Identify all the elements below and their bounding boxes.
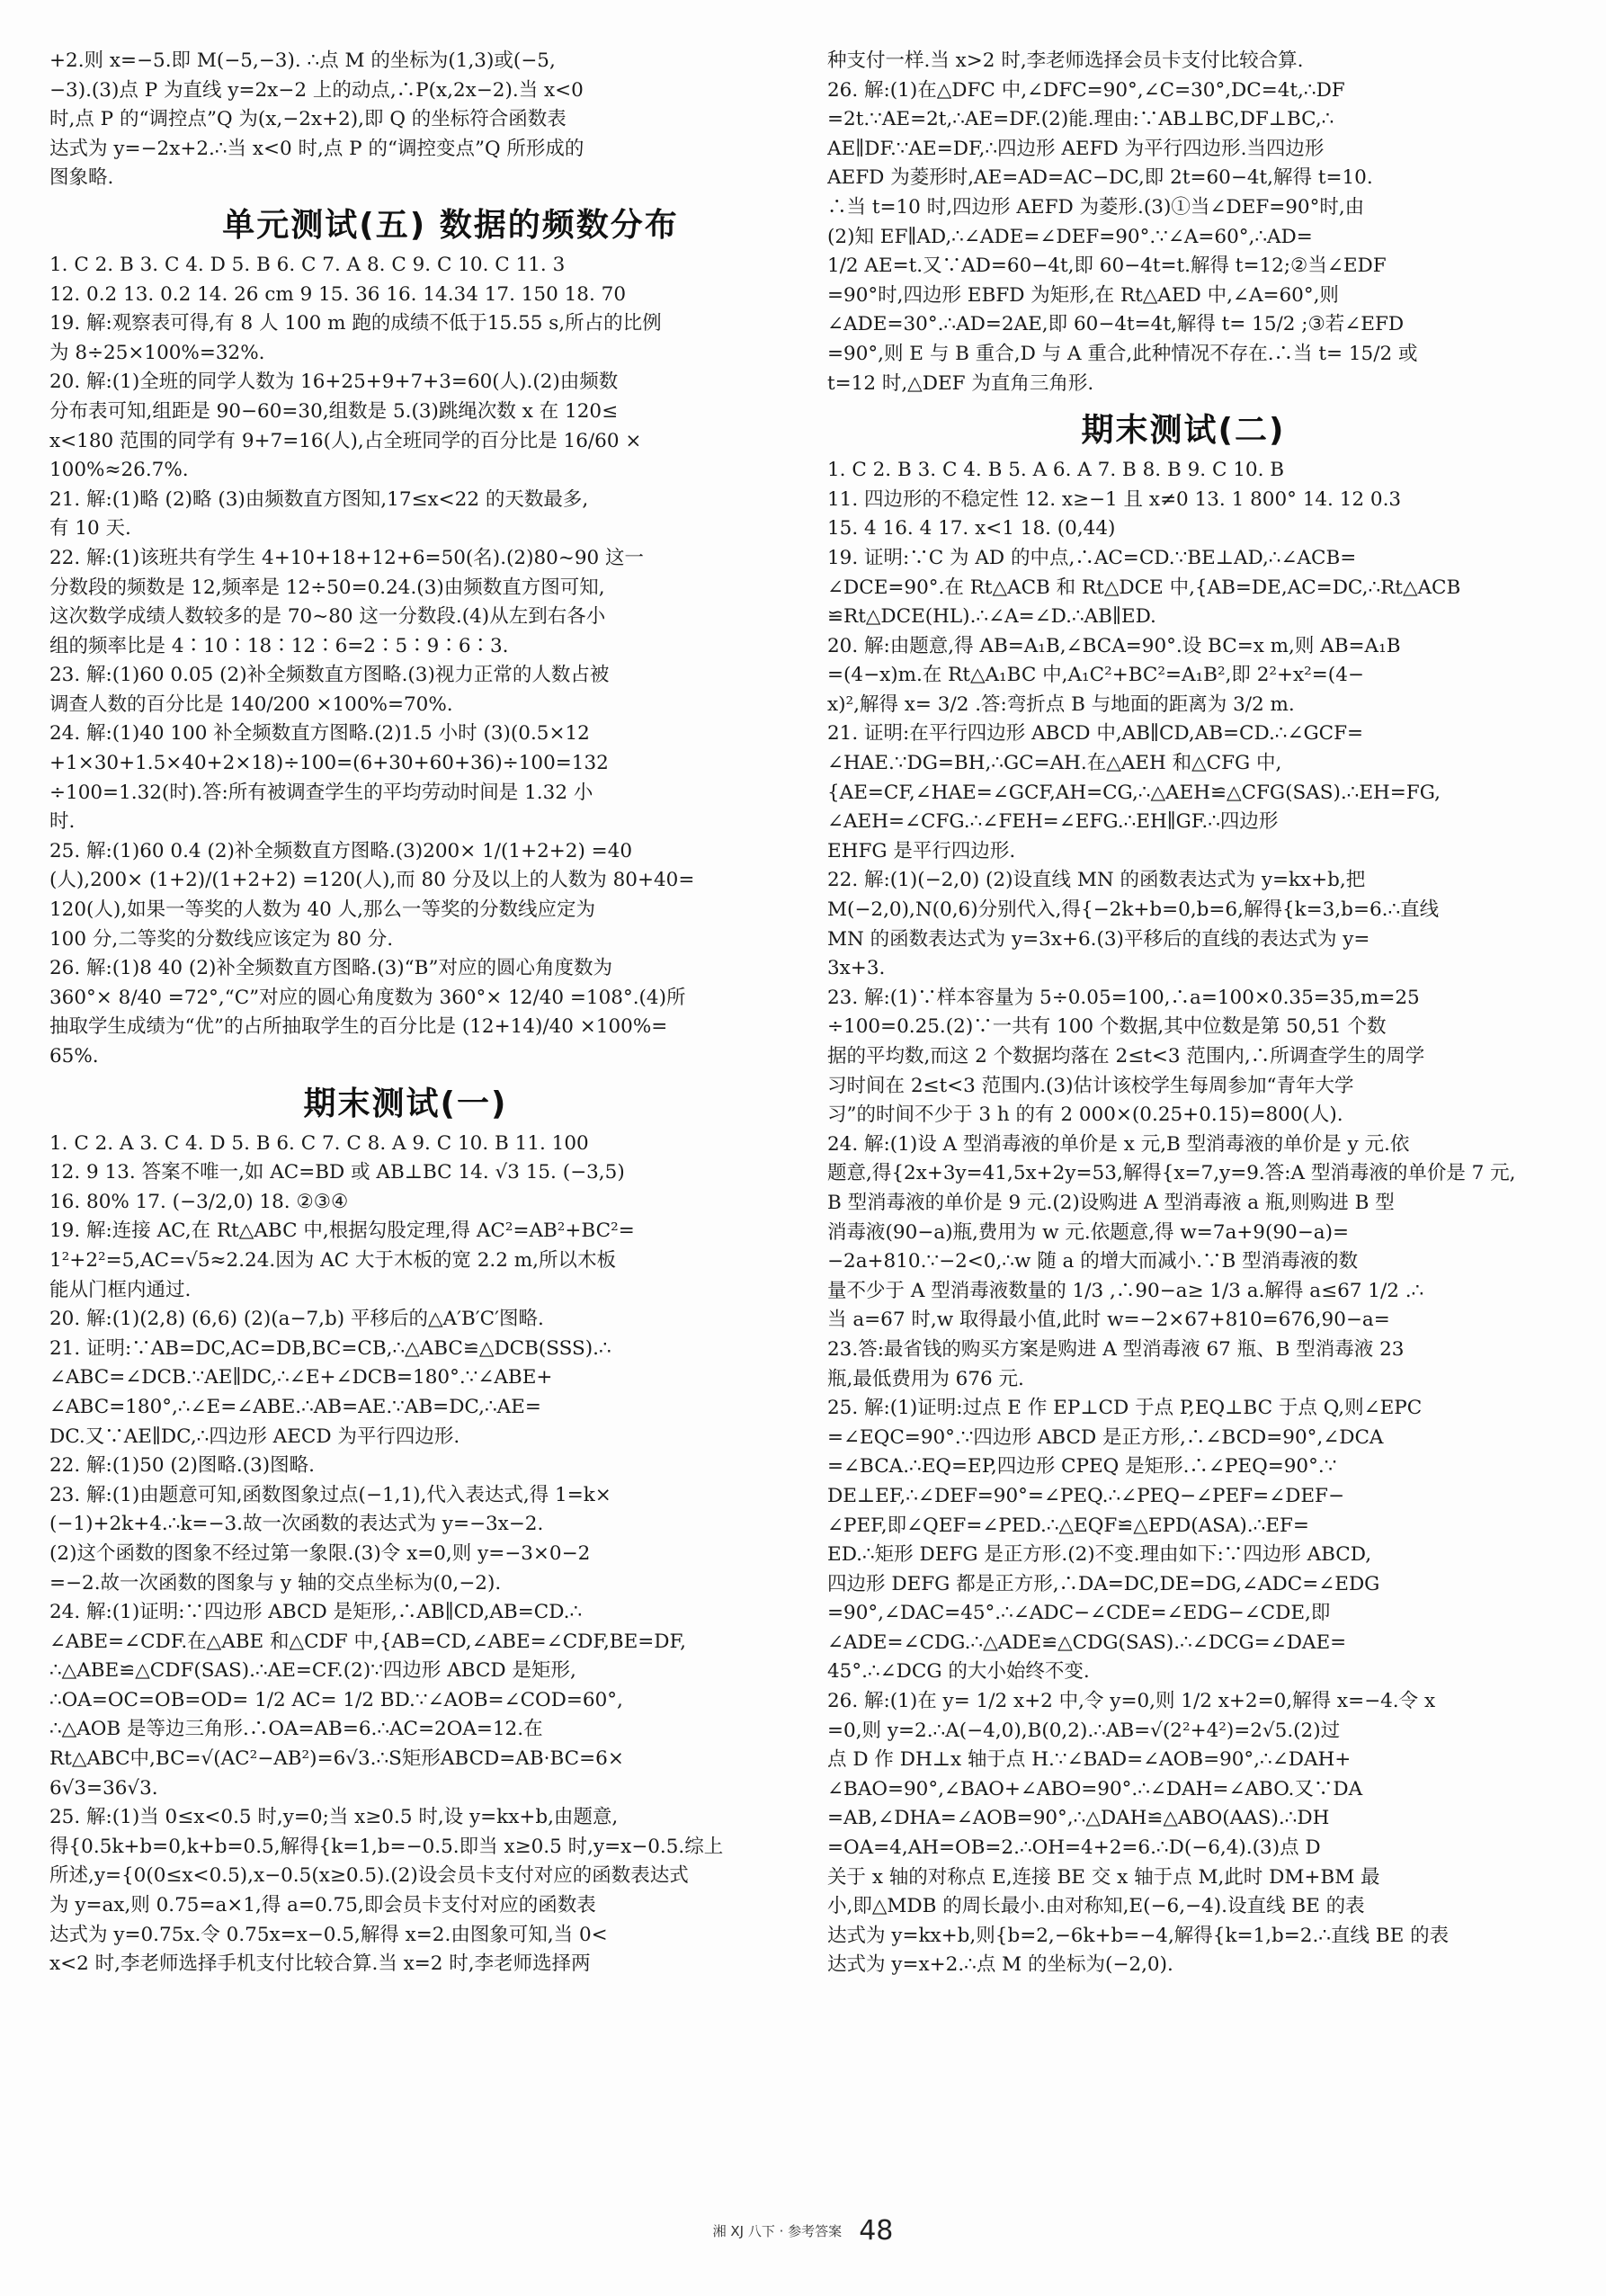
answer-line: Rt△ABC中,BC=√(AC²−AB²)=6√3.∴S矩形ABCD=AB·BC=6×	[49, 1747, 624, 1771]
answer-line: 达式为 y=kx+b,则{b=2,−6k+b=−4,解得{k=1,b=2.∴直线 BE 的表	[827, 1924, 1450, 1947]
answer-line: B 型消毒液的单价是 9 元.(2)设购进 A 型消毒液 a 瓶,则购进 B 型	[827, 1191, 1395, 1214]
answer-line: +1×30+1.5×40+2×18)÷100=(6+30+60+36)÷100=132	[49, 752, 609, 775]
answer-line: 24. 解:(1)40 100 补全频数直方图略.(2)1.5 小时 (3)(0.5×12	[49, 722, 590, 746]
answer-line: AEFD 为菱形时,AE=AD=AC−DC,即 2t=60−4t,解得 t=10.	[827, 166, 1373, 190]
answer-line: 19. 证明:∵C 为 AD 的中点,∴AC=CD.∵BE⊥AD,∴∠ACB=	[827, 546, 1357, 569]
answer-line: 21. 解:(1)略 (2)略 (3)由频数直方图知,17≤x<22 的天数最多,	[49, 487, 589, 511]
answer-line: 23.答:最省钱的购买方案是购进 A 型消毒液 67 瓶、B 型消毒液 23	[827, 1337, 1405, 1361]
answer-line: 组的频率比是 4∶10∶18∶12∶6=2∶5∶9∶6∶3.	[49, 634, 509, 657]
answer-line: 26. 解:(1)8 40 (2)补全频数直方图略.(3)“B”对应的圆心角度数为	[49, 957, 612, 980]
left-intro-block	[49, 47, 762, 193]
answer-line: −2a+810.∵−2<0,∴w 随 a 的增大而减小.∵B 型消毒液的数	[827, 1250, 1359, 1273]
answer-line: 11. 四边形的不稳定性 12. x≥−1 且 x≠0 13. 1 800° 14. 12 0.3	[827, 487, 1402, 511]
answer-line: 20. 解:(1)全班的同学人数为 16+25+9+7+3=60(人).(2)由频数	[49, 371, 619, 394]
answer-line: ∠PEF,即∠QEF=∠PED.∴△EQF≌△EPD(ASA).∴EF=	[827, 1514, 1309, 1537]
answer-line: 12. 9 13. 答案不唯一,如 AC=BD 或 AB⊥BC 14. √3 15. (−3,5)	[49, 1161, 625, 1184]
answer-line: 24. 解:(1)证明:∵四边形 ABCD 是矩形,∴AB∥CD,AB=CD.∴	[49, 1601, 583, 1624]
answer-line: 时.	[49, 810, 76, 834]
final-test-1-answers	[49, 1130, 762, 1979]
section-title-final-test-2: 期末测试(二)	[1081, 412, 1286, 450]
answer-line: 点 D 作 DH⊥x 轴于点 H.∵∠BAD=∠AOB=90°,∴∠DAH+	[827, 1748, 1352, 1772]
answer-line: 达式为 y=−2x+2.∴当 x<0 时,点 P 的“调控变点”Q 所形成的	[49, 137, 584, 160]
answer-line: 15. 4 16. 4 17. x<1 18. (0,44)	[827, 517, 1116, 540]
answer-line: 瓶,最低费用为 676 元.	[827, 1367, 1024, 1390]
left-column	[49, 47, 762, 1979]
answer-line: x)²,解得 x= 3/2 .答:弯折点 B 与地面的距离为 3/2 m.	[827, 692, 1295, 716]
answer-line: 120(人),如果一等奖的人数为 40 人,那么一等奖的分数线应定为	[49, 898, 596, 922]
answer-line: 16. 80% 17. (−3/2,0) 18. ②③④	[49, 1190, 349, 1213]
answer-line: =(4−x)m.在 Rt△A₁BC 中,A₁C²+BC²=A₁B²,即 2²+x²=(4−	[827, 664, 1364, 687]
answer-line: ∴△AOB 是等边三角形.∴OA=AB=6.∴AC=2OA=12.在	[49, 1718, 543, 1741]
answer-line: 23. 解:(1)∵样本容量为 5÷0.05=100,∴a=100×0.35=35,m=25	[827, 986, 1420, 1009]
answer-line: ∠BAO=90°,∠BAO+∠ABO=90°.∴∠DAH=∠ABO.又∵DA	[827, 1777, 1363, 1800]
answer-line: 时,点 P 的“调控点”Q 为(x,−2x+2),即 Q 的坐标符合函数表	[49, 108, 567, 131]
answer-line: 达式为 y=x+2.∴点 M 的坐标为(−2,0).	[827, 1953, 1173, 1977]
page-number: 48	[859, 2215, 894, 2247]
answer-line: 21. 证明:在平行四边形 ABCD 中,AB∥CD,AB=CD.∴∠GCF=	[827, 722, 1364, 746]
answer-line: 6√3=36√3.	[49, 1776, 158, 1800]
answer-line: 20. 解:由题意,得 AB=A₁B,∠BCA=90°.设 BC=x m,则 AB=A₁B	[827, 634, 1401, 657]
answer-line: DC.又∵AE∥DC,∴四边形 AECD 为平行四边形.	[49, 1425, 460, 1448]
answer-line: 为 8÷25×100%=32%.	[49, 341, 265, 364]
answer-line: 抽取学生成绩为“优”的占所抽取学生的百分比是 (12+14)/40 ×100%=	[49, 1015, 668, 1039]
answer-line: 26. 解:(1)在 y= 1/2 x+2 中,令 y=0,则 1/2 x+2=0,解得 x=−4.令 x	[827, 1690, 1436, 1713]
footer-label: 湘 XJ 八下 · 参考答案	[712, 2223, 843, 2239]
answer-line: 1. C 2. A 3. C 4. D 5. B 6. C 7. C 8. A 9. C 10. B 11. 100	[49, 1131, 589, 1155]
answer-line: (2)这个函数的图象不经过第一象限.(3)令 x=0,则 y=−3×0−2	[49, 1541, 591, 1565]
answer-line: {AE=CF,∠HAE=∠GCF,AH=CG,∴△AEH≌△CFG(SAS).∴EH=FG,	[827, 781, 1441, 804]
final-test-2-answers	[827, 456, 1539, 1980]
answer-line: ∠ABC=∠DCB.∵AE∥DC,∴∠E+∠DCB=180°.∵∠ABE+	[49, 1366, 553, 1389]
answer-line: =90°时,四边形 EBFD 为矩形,在 Rt△AED 中,∠A=60°,则	[827, 283, 1339, 307]
answer-line: ∠ABE=∠CDF.在△ABE 和△CDF 中,{AB=CD,∠ABE=∠CDF,BE=DF,	[49, 1630, 686, 1653]
answer-line: 19. 解:观察表可得,有 8 人 100 m 跑的成绩不低于15.55 s,所占的比例	[49, 312, 662, 335]
answer-line: ∠AEH=∠CFG.∴∠FEH=∠EFG.∴EH∥GF.∴四边形	[827, 810, 1279, 834]
answer-line: 据的平均数,而这 2 个数据均落在 2≤t<3 范围内,∴所调查学生的周学	[827, 1045, 1425, 1068]
answer-line: 消毒液(90−a)瓶,费用为 w 元.依题意,得 w=7a+9(90−a)=	[827, 1220, 1349, 1244]
answer-line: 关于 x 轴的对称点 E,连接 BE 交 x 轴于点 M,此时 DM+BM 最	[827, 1865, 1380, 1889]
answer-line: 22. 解:(1)该班共有学生 4+10+18+12+6=50(名).(2)80~90 这一	[49, 546, 645, 569]
answer-line: (人),200× (1+2)/(1+2+2) =120(人),而 80 分及以上的人数为 80+40=	[49, 869, 695, 892]
answer-line: =∠EQC=90°.∵四边形 ABCD 是正方形,∴∠BCD=90°,∠DCA	[827, 1425, 1384, 1449]
answer-line: 20. 解:(1)(2,8) (6,6) (2)(a−7,b) 平移后的△A′B′C′图略.	[49, 1308, 544, 1331]
answer-line: 1²+2²=5,AC=√5≈2.24.因为 AC 大于木板的宽 2.2 m,所以木板	[49, 1248, 616, 1272]
answer-line: 图象略.	[49, 166, 114, 190]
answer-line: 22. 解:(1)50 (2)图略.(3)图略.	[49, 1454, 315, 1478]
answer-line: 量不少于 A 型消毒液数量的 1/3 ,∴90−a≥ 1/3 a.解得 a≤67 1/2 .∴	[827, 1279, 1424, 1302]
answer-line: t=12 时,△DEF 为直角三角形.	[827, 371, 1094, 395]
answer-line: EHFG 是平行四边形.	[827, 839, 1016, 862]
answer-line: 达式为 y=0.75x.令 0.75x=x−0.5,解得 x=2.由图象可知,当 0<	[49, 1923, 608, 1946]
answer-line: =AB,∠DHA=∠AOB=90°,∴△DAH≌△ABO(AAS).∴DH	[827, 1807, 1330, 1830]
answer-line: =90°,则 E 与 B 重合,D 与 A 重合,此种情况不存在.∴当 t= 15/2 或	[827, 342, 1418, 365]
answer-line: −3).(3)点 P 为直线 y=2x−2 上的动点,∴P(x,2x−2).当 x<0	[49, 78, 584, 102]
answer-line: M(−2,0),N(0,6)分别代入,得{−2k+b=0,b=6,解得{k=3,b=6.∴直线	[827, 898, 1440, 922]
answer-line: 习”的时间不少于 3 h 的有 2 000×(0.25+0.15)=800(人).	[827, 1103, 1343, 1127]
answer-line: =0,则 y=2.∴A(−4,0),B(0,2).∴AB=√(2²+4²)=2√5.(2)过	[827, 1719, 1341, 1742]
answer-line: ∴OA=OC=OB=OD= 1/2 AC= 1/2 BD.∵∠AOB=∠COD=60°,	[49, 1688, 623, 1711]
answer-line: 能从门框内通过.	[49, 1278, 192, 1301]
answer-line: ∠ABC=180°,∴∠E=∠ABE.∴AB=AE.∵AB=DC,∴AE=	[49, 1395, 541, 1418]
answer-line: =2t.∵AE=2t,∴AE=DF.(2)能.理由:∵AB⊥BC,DF⊥BC,∴	[827, 108, 1334, 131]
answer-line: 25. 解:(1)证明:过点 E 作 EP⊥CD 于点 P,EQ⊥BC 于点 Q,则∠EPC	[827, 1397, 1423, 1420]
answer-line: ∠DCE=90°.在 Rt△ACB 和 Rt△DCE 中,{AB=DE,AC=DC,∴Rt△ACB	[827, 576, 1461, 599]
answer-line: 当 a=67 时,w 取得最小值,此时 w=−2×67+810=676,90−a=	[827, 1309, 1390, 1332]
answer-line: 题意,得{2x+3y=41,5x+2y=53,解得{x=7,y=9.答:A 型消毒液的单价是 7 元,	[827, 1162, 1516, 1185]
answer-line: =∠BCA.∴EQ=EP,四边形 CPEQ 是矩形.∴∠PEQ=90°.∵	[827, 1455, 1337, 1479]
right-column	[827, 47, 1539, 1980]
answer-line: ED.∴矩形 DEFG 是正方形.(2)不变.理由如下:∵四边形 ABCD,	[827, 1543, 1372, 1567]
answer-line: 12. 0.2 13. 0.2 14. 26 cm 9 15. 36 16. 14.34 17. 150 18. 70	[49, 282, 627, 306]
answer-line: (−1)+2k+4.∴k=−3.故一次函数的表达式为 y=−3x−2.	[49, 1513, 544, 1536]
answer-line: 21. 证明:∵AB=DC,AC=DB,BC=CB,∴△ABC≌△DCB(SSS).∴	[49, 1336, 611, 1360]
answer-line: 小,即△MDB 的周长最小.由对称知,E(−6,−4).设直线 BE 的表	[827, 1895, 1365, 1918]
answer-line: 26. 解:(1)在△DFC 中,∠DFC=90°,∠C=30°,DC=4t,∴DF	[827, 78, 1345, 102]
answer-line: 这次数学成绩人数较多的是 70~80 这一分数段.(4)从左到右各小	[49, 605, 606, 629]
answer-line: ≌Rt△DCE(HL).∴∠A=∠D.∴AB∥ED.	[827, 605, 1156, 629]
answer-line: 360°× 8/40 =72°,“C”对应的圆心角度数为 360°× 12/40 =108°.(4)所	[49, 986, 686, 1009]
answer-line: ∴△ABE≌△CDF(SAS).∴AE=CF.(2)∵四边形 ABCD 是矩形,	[49, 1659, 576, 1683]
answer-line: =90°,∠DAC=45°.∴∠ADC−∠CDE=∠EDG−∠CDE,即	[827, 1602, 1331, 1625]
answer-line: (2)知 EF∥AD,∴∠ADE=∠DEF=90°.∵∠A=60°,∴AD=	[827, 225, 1313, 248]
answer-line: ∠HAE.∵DG=BH,∴GC=AH.在△AEH 和△CFG 中,	[827, 752, 1282, 775]
answer-line: 分数段的频数是 12,频率是 12÷50=0.24.(3)由频数直方图可知,	[49, 576, 605, 599]
section-title-unit-test-5: 单元测试(五) 数据的频数分布	[222, 206, 679, 244]
answer-line: x<2 时,李老师选择手机支付比较合算.当 x=2 时,李老师选择两	[49, 1952, 591, 1976]
answer-line: ∴当 t=10 时,四边形 AEFD 为菱形.(3)①当∠DEF=90°时,由	[827, 195, 1365, 219]
answer-line: 65%.	[49, 1045, 99, 1068]
answer-line: 1/2 AE=t.又∵AD=60−4t,即 60−4t=t.解得 t=12;②当∠EDF	[827, 255, 1387, 278]
answer-line: 19. 解:连接 AC,在 Rt△ABC 中,根据勾股定理,得 AC²=AB²+BC²=	[49, 1219, 635, 1243]
answer-line: 种支付一样.当 x>2 时,李老师选择会员卡支付比较合算.	[827, 49, 1304, 72]
answer-line: ∠ADE=30°.∴AD=2AE,即 60−4t=4t,解得 t= 15/2 ;③若∠EFD	[827, 313, 1405, 336]
answer-line: =OA=4,AH=OB=2.∴OH=4+2=6.∴D(−6,4).(3)点 D	[827, 1836, 1321, 1860]
answer-line: 22. 解:(1)(−2,0) (2)设直线 MN 的函数表达式为 y=kx+b,把	[827, 869, 1366, 892]
answer-line: =−2.故一次函数的图象与 y 轴的交点坐标为(0,−2).	[49, 1571, 502, 1595]
answer-line: +2.则 x=−5.即 M(−5,−3). ∴点 M 的坐标为(1,3)或(−5,	[49, 49, 556, 72]
answer-line: ÷100=0.25.(2)∵一共有 100 个数据,其中位数是第 50,51 个数	[827, 1015, 1387, 1039]
answer-line: 25. 解:(1)当 0≤x<0.5 时,y=0;当 x≥0.5 时,设 y=kx+b,由题意,	[49, 1806, 619, 1829]
answer-line: ÷100=1.32(时).答:所有被调查学生的平均劳动时间是 1.32 小	[49, 781, 593, 804]
answer-line: ∠ADE=∠CDG.∴△ADE≌△CDG(SAS).∴∠DCG=∠DAE=	[827, 1630, 1347, 1654]
answer-line: DE⊥EF,∴∠DEF=90°=∠PEQ.∴∠PEQ−∠PEF=∠DEF−	[827, 1484, 1344, 1507]
answer-line: x<180 范围的同学有 9+7=16(人),占全班同学的百分比是 16/60 ×	[49, 429, 642, 452]
answer-line: 分布表可知,组距是 90−60=30,组数是 5.(3)跳绳次数 x 在 120≤	[49, 399, 619, 423]
answer-line: 23. 解:(1)由题意可知,函数图象过点(−1,1),代入表达式,得 1=k×	[49, 1483, 611, 1506]
answer-line: 有 10 天.	[49, 517, 131, 540]
answer-line: 100 分,二等奖的分数线应该定为 80 分.	[49, 927, 394, 951]
answer-line: MN 的函数表达式为 y=3x+6.(3)平移后的直线的表达式为 y=	[827, 927, 1370, 951]
right-intro-block	[827, 47, 1539, 398]
answer-line: AE∥DF.∵AE=DF,∴四边形 AEFD 为平行四边形.当四边形	[827, 137, 1325, 160]
answer-line: 得{0.5k+b=0,k+b=0.5,解得{k=1,b=−0.5.即当 x≥0.5 时,y=x−0.5.综上	[49, 1835, 724, 1858]
answer-line: 24. 解:(1)设 A 型消毒液的单价是 x 元,B 型消毒液的单价是 y 元.依	[827, 1132, 1410, 1156]
answer-line: 1. C 2. B 3. C 4. D 5. B 6. C 7. A 8. C 9. C 10. C 11. 3	[49, 253, 566, 276]
section-title-final-test-1: 期末测试(一)	[303, 1085, 508, 1122]
answer-line: 调查人数的百分比是 140/200 ×100%=70%.	[49, 692, 453, 716]
answer-line: 45°.∴∠DCG 的大小始终不变.	[827, 1660, 1090, 1684]
answer-line: 1. C 2. B 3. C 4. B 5. A 6. A 7. B 8. B 9. C 10. B	[827, 459, 1285, 482]
unit-test-5-answers	[49, 251, 762, 1072]
answer-line: 23. 解:(1)60 0.05 (2)补全频数直方图略.(3)视力正常的人数占被	[49, 664, 610, 687]
answer-line: 四边形 DEFG 都是正方形,∴DA=DC,DE=DG,∠ADC=∠EDG	[827, 1572, 1380, 1595]
answer-line: 3x+3.	[827, 957, 886, 980]
page-footer	[0, 2215, 1606, 2247]
answer-line: 所述,y={0(0≤x<0.5),x−0.5(x≥0.5).(2)设会员卡支付对应的函数表达式	[49, 1864, 689, 1888]
answer-line: 习时间在 2≤t<3 范围内.(3)估计该校学生每周参加“青年大学	[827, 1074, 1354, 1097]
answer-line: 为 y=ax,则 0.75=a×1,得 a=0.75,即会员卡支付对应的函数表	[49, 1894, 596, 1917]
answer-line: 25. 解:(1)60 0.4 (2)补全频数直方图略.(3)200× 1/(1+2+2) =40	[49, 839, 633, 862]
answer-line: 100%≈26.7%.	[49, 459, 189, 482]
